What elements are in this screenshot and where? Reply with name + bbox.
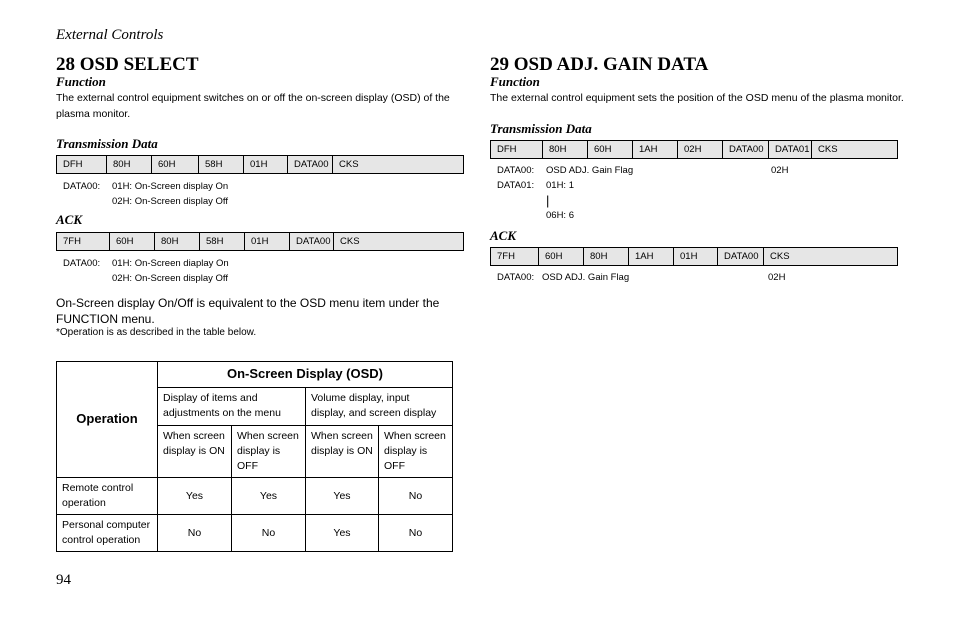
function-description: The external control equipment switches on or off the on-screen display (OSD) of the plasma monitor. xyxy=(56,92,450,120)
group-header-volume: Volume display, input display, and screen display xyxy=(306,388,453,426)
byte-cell: 01H xyxy=(673,248,717,265)
table-cell: No xyxy=(232,515,306,552)
byte-cell: DFH xyxy=(497,144,517,155)
transmission-byte-table xyxy=(490,140,898,159)
byte-cell: DATA00 xyxy=(287,156,332,173)
equivalence-text: On-Screen display On/Off is equivalent to the OSD menu item under the FUNCTION menu. xyxy=(56,296,440,326)
osd-header-cell: On-Screen Display (OSD) xyxy=(158,362,453,388)
byte-cell: CKS xyxy=(332,156,463,173)
byte-cell: 1AH xyxy=(628,248,673,265)
transmission-heading: Transmission Data xyxy=(56,136,158,151)
transmission-notes: DATA00: 01H: On-Screen display On 02H: On-Screen display Off xyxy=(63,181,229,207)
byte-cell: DATA00 xyxy=(722,141,768,158)
byte-cell: DATA01 xyxy=(768,141,811,158)
ack-byte-table xyxy=(56,232,464,251)
transmission-heading: Transmission Data xyxy=(490,121,592,136)
operation-note: *Operation is as described in the table below. xyxy=(56,327,257,338)
byte-cell: 60H xyxy=(587,141,632,158)
row-label: Remote control operation xyxy=(57,478,158,515)
function-description: The external control equipment sets the position of the OSD menu of the plasma monitor. xyxy=(490,92,904,104)
transmission-byte-table xyxy=(56,155,464,174)
function-heading: Function xyxy=(56,74,106,89)
byte-cell: 7FH xyxy=(63,236,81,247)
table-cell: No xyxy=(158,515,232,552)
column-header: When screen display is ON xyxy=(158,426,232,478)
byte-cell: 02H xyxy=(677,141,722,158)
table-cell: No xyxy=(379,515,453,552)
byte-cell: DATA00 xyxy=(289,233,333,250)
function-heading: Function xyxy=(490,74,540,89)
running-header: External Controls xyxy=(56,27,164,43)
byte-cell: 58H xyxy=(198,156,243,173)
byte-cell: 1AH xyxy=(632,141,677,158)
byte-cell: 60H xyxy=(151,156,198,173)
byte-cell: 60H xyxy=(109,233,154,250)
byte-cell: 01H xyxy=(243,156,287,173)
byte-cell: CKS xyxy=(333,233,463,250)
byte-cell: 80H xyxy=(106,156,151,173)
byte-cell: CKS xyxy=(811,141,897,158)
ack-byte-table xyxy=(490,247,898,266)
byte-cell: 01H xyxy=(244,233,289,250)
section-title-osd-adj-gain: 29 OSD ADJ. GAIN DATA xyxy=(490,54,709,75)
section-title-osd-select: 28 OSD SELECT xyxy=(56,54,199,75)
byte-cell: 80H xyxy=(542,141,587,158)
operation-header-cell: Operation xyxy=(57,362,158,478)
ack-heading: ACK xyxy=(490,228,517,243)
table-row xyxy=(57,478,453,515)
group-header-menu: Display of items and adjustments on the menu xyxy=(158,388,306,426)
ack-notes: DATA00: 01H: On-Screen diaplay On 02H: On-Screen display Off xyxy=(63,258,229,284)
table-cell: Yes xyxy=(232,478,306,515)
column-header: When screen display is OFF xyxy=(232,426,306,478)
byte-cell: CKS xyxy=(763,248,897,265)
ack-heading: ACK xyxy=(56,212,83,227)
byte-cell: 58H xyxy=(199,233,244,250)
table-cell: Yes xyxy=(306,478,379,515)
byte-cell: 60H xyxy=(538,248,583,265)
byte-cell: DATA00 xyxy=(717,248,763,265)
byte-cell: 80H xyxy=(154,233,199,250)
table-cell: Yes xyxy=(306,515,379,552)
column-header: When screen display is ON xyxy=(306,426,379,478)
page-number: 94 xyxy=(56,572,71,588)
ack-notes: DATA00: OSD ADJ. Gain Flag 02H xyxy=(497,272,786,283)
osd-operation-table xyxy=(56,361,453,552)
row-label: Personal computer control operation xyxy=(57,515,158,552)
table-cell: No xyxy=(379,478,453,515)
column-header: When screen display is OFF xyxy=(379,426,453,478)
byte-cell: 80H xyxy=(583,248,628,265)
transmission-notes: DATA00: OSD ADJ. Gain Flag 02H DATA01: 01H: 1 | 06H: 6 xyxy=(497,165,789,221)
byte-cell: 7FH xyxy=(497,251,515,262)
byte-cell: DFH xyxy=(63,159,83,170)
table-row xyxy=(57,515,453,552)
table-cell: Yes xyxy=(158,478,232,515)
